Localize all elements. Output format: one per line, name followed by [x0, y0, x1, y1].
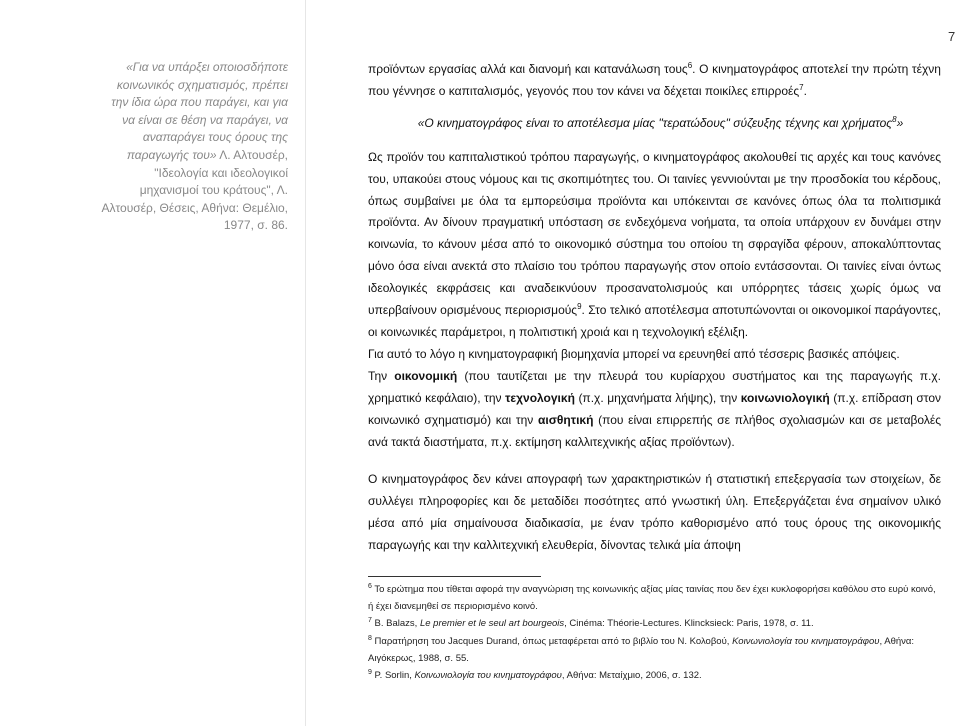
- p4-text-f: (που είναι επιρρεπής σε πλήθος σχολιασμών και σε μεταβολές ανά τακτά διαστήματα, π.χ. εκτίμηση καλλιτεχνικής αξίας προϊόντων).: [368, 412, 941, 449]
- term-aesthetic: αισθητική: [537, 412, 594, 427]
- footnote-9: [368, 667, 941, 684]
- footnote-number-7: 7: [368, 617, 372, 625]
- paragraph-1: [368, 59, 941, 103]
- footnotes: [368, 581, 941, 684]
- p2-text-b: . Στο τελικό αποτέλεσμα αποτυπώνονται οι οικονομικοί παράγοντες, οι κοινωνικές παράμετροι, η πολιτιστική χροιά και η τεχνολογική εξέλιξη.: [368, 303, 941, 339]
- term-sociological: κοινωνιολογική: [740, 390, 830, 405]
- footnote-ref-8[interactable]: 8: [892, 114, 897, 124]
- footnote-number-6: 6: [368, 582, 372, 590]
- footnote-number-9: 9: [368, 668, 372, 676]
- p4-text-a: Την: [368, 368, 395, 383]
- footnote-9-text-a: P. Sorlin,: [374, 670, 415, 682]
- paragraph-2: [368, 147, 941, 344]
- quote-end: »: [896, 115, 904, 130]
- term-economic: οικονομική: [394, 368, 458, 383]
- footnote-7-title: Le premier et le seul art bourgeois: [419, 618, 565, 630]
- footnote-7-text-a: B. Balazs,: [374, 618, 420, 630]
- p1-text-b: . Ο κινηματογράφος αποτελεί την πρώτη τέχνη που γέννησε ο καπιταλισμός, γεγονός που τον κάνει να δέχεται ποικίλες επιρροές: [368, 62, 941, 98]
- footnote-8-title: Κοινωνιολογία του κινηματογράφου: [732, 635, 880, 647]
- footnote-number-8: 8: [368, 634, 372, 642]
- term-technological: τεχνολογική: [505, 390, 575, 405]
- sidebar-epigraph: [98, 59, 288, 235]
- footnote-separator: [368, 576, 541, 577]
- footnote-8: [368, 633, 941, 667]
- p4-text-e: (π.χ. επίδραση στον κοινωνικό σχηματισμό) και την: [368, 390, 942, 427]
- footnote-6: [368, 581, 941, 615]
- footnote-7: [368, 615, 941, 632]
- footnote-9-text-b: , Αθήνα: Μεταίχμιο, 2006, σ. 132.: [561, 670, 702, 682]
- epigraph-quote: «Για να υπάρξει οποιοσδήποτε κοινωνικός σχηματισμός, πρέπει την ίδια ώρα που παράγει, και για να είναι σε θέση να παράγει, να αναπαράγει τους όρους της παραγωγής του»: [111, 60, 288, 162]
- paragraph-3: Για αυτό το λόγο η κινηματογραφική βιομηχανία μπορεί να ερευνηθεί από τέσσερις βασικές απόψεις.: [368, 346, 900, 361]
- epigraph-source: Λ. Αλτουσέρ, "Ιδεολογία και ιδεολογικοί μηχανισμοί του κράτους", Λ. Αλτουσέρ, Θέσεις, Αθήνα: Θεμέλιο, 1977, σ. 86.: [101, 147, 288, 233]
- footnote-ref-9[interactable]: 9: [577, 302, 582, 312]
- p1-text-c: .: [803, 83, 807, 98]
- p4-text-c: (που ταυτίζεται με την πλευρά του κυρίαρχου συστήματος και της παραγωγής π.χ. χρηματικό κεφάλαιο), την: [368, 368, 941, 405]
- paragraph-4: [368, 366, 941, 454]
- footnote-7-text-b: , Cinéma: Théorie-Lectures. Klincksieck: Paris, 1978, σ. 11.: [564, 618, 814, 630]
- paragraph-gap: [368, 453, 941, 469]
- margin-divider: [305, 0, 306, 726]
- footnote-ref-7[interactable]: 7: [799, 82, 804, 92]
- quote-text: «Ο κινηματογράφος είναι το αποτέλεσμα μίας "τερατώδους" σύζευξης τέχνης και χρήματος: [417, 115, 893, 130]
- p2-text-a: Ως προϊόν του καπιταλιστικού τρόπου παραγωγής, ο κινηματογράφος ακολουθεί τις αρχές και τους κανόνες του, υπακούει στους νόμους και τις σκοπιμότητες του. Οι ταινίες γεννιούνται με την προσδοκία του κέρδους, όπως συμβαίνει με όλα τα εμπορεύσιμα προϊόντα και υπόκεινται σε κανόνες όπως όλα τα πολιτισμικά προϊόντα. Αν δίνουν πραγματική υπόσταση σε ενδεχόμενα νοήματα, τα οποία υπάρχουν εν δυνάμει στην κοινωνία, το κάνουν μέσα από το οικονομικό σύστημα του οποίου τη σφραγίδα φέρουν, αποκαλύπτοντας μόνο όσα είναι ανεκτά στο πλαίσιο του τρόπου παραγωγής στον οποίο εντάσσονται. Οι ταινίες είναι όντως ιδεολογικές εκφράσεις και αναδεικνύουν προσανατολισμούς και υπόρρητες τάσεις χωρίς όμως να υπερβαίνουν ορισμένους περιορισμούς: [368, 149, 941, 318]
- footnote-ref-6[interactable]: 6: [687, 61, 693, 70]
- footnote-8-text-a: Παρατήρηση του Jacques Durand, όπως μεταφέρεται από το βιβλίο του Ν. Κολοβού,: [374, 635, 733, 647]
- footnote-8-text-b: , Αθήνα: Αιγόκερως, 1988, σ. 55.: [368, 635, 915, 664]
- main-text: [368, 59, 941, 557]
- p4-text-d: (π.χ. μηχανήματα λήψης), την: [574, 390, 741, 405]
- p1-text-a: προϊόντων εργασίας αλλά και διανομή και κατανάλωση τους: [368, 62, 688, 76]
- block-quote: [368, 113, 941, 135]
- footnote-9-title: Κοινωνιολογία του κινηματογράφου: [414, 670, 562, 682]
- page-number: 7: [948, 29, 956, 44]
- footnote-6-text: Το ερώτημα που τίθεται αφορά την αναγνώριση της κοινωνικής αξίας μίας ταινίας που δεν έχει κυκλοφορήσει καθόλου στο ευρύ κοινό, ή έχει διανεμηθεί σε περιορισμένο κοινό.: [368, 584, 936, 613]
- paragraph-5: Ο κινηματογράφος δεν κάνει απογραφή των χαρακτηριστικών ή στατιστική επεξεργασία των στοιχείων, δε συλλέγει πληροφορίες και δε μεταδίδει ποσότητες από γνωστική ύλη. Επεξεργάζεται ένα σημαίνον υλικό μέσα από μία σημαίνουσα διαδικασία, με έναν τρόπο καθορισμένο από τους όρους της οικονομικής παραγωγής και την καλλιτεχνική ελευθερία, δίνοντας τελικά μία άποψη: [368, 472, 941, 553]
